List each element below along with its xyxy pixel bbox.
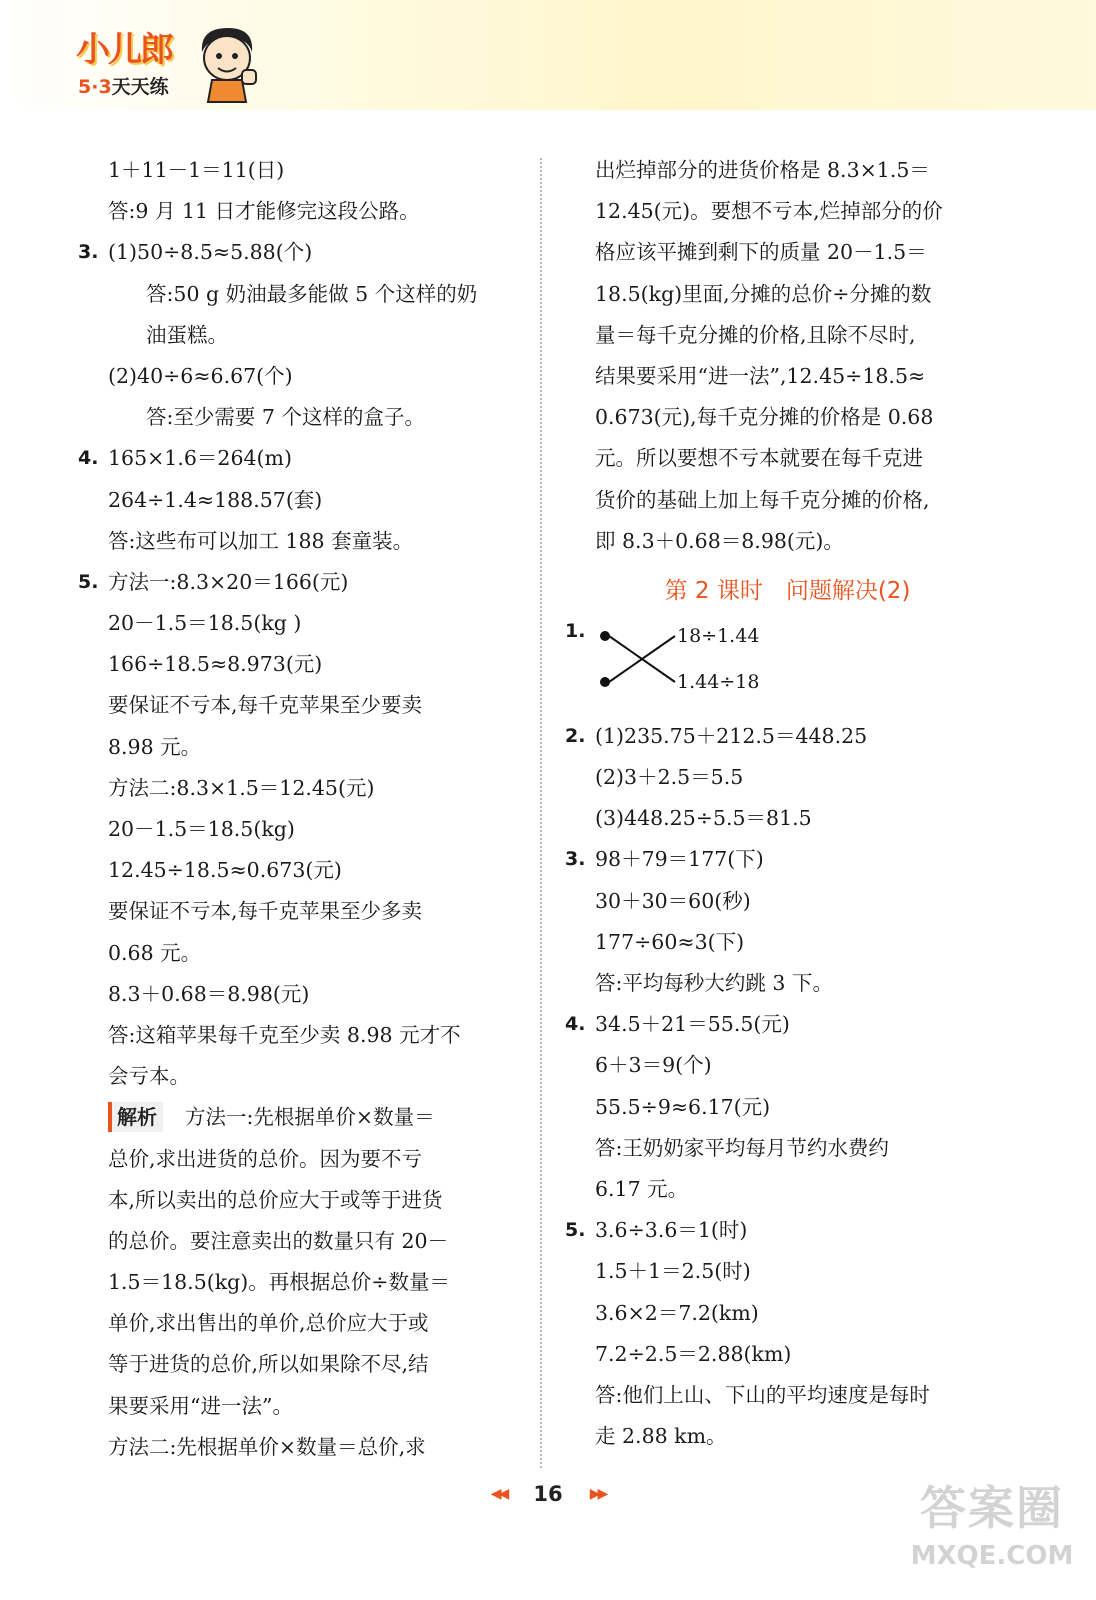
- watermark-url: MXQE.COM: [910, 1541, 1074, 1571]
- answer-line: 油蛋糕。: [146, 322, 228, 347]
- answer-line: 答:这箱苹果每千克至少卖 8.98 元才不: [108, 1022, 461, 1047]
- analysis-line: 12.45(元)。要想不亏本,烂掉部分的价: [595, 199, 943, 224]
- answer-text: (1)50÷8.5≈5.88(个): [108, 240, 313, 265]
- answer-line: 7.2÷2.5＝2.88(km): [595, 1341, 792, 1366]
- analysis-line: 出烂掉部分的进货价格是 8.3×1.5＝: [595, 158, 930, 182]
- question-number: 3.: [565, 848, 586, 871]
- analysis-line: 总价,求出进货的总价。因为要不亏: [108, 1146, 423, 1171]
- answer-line: (3)448.25÷5.5＝81.5: [595, 806, 812, 831]
- question-number: 5.: [565, 1219, 586, 1242]
- answer-line: 6＋3＝9(个): [595, 1053, 712, 1078]
- page-number: 16: [533, 1482, 563, 1506]
- analysis-line: 格应该平摊到剩下的质量 20－1.5＝: [595, 240, 927, 265]
- answer-line: 55.5÷9≈6.17(元): [595, 1094, 771, 1119]
- answer-line: 答:平均每秒大约跳 3 下。: [595, 971, 833, 995]
- answer-line: 12.45÷18.5≈0.673(元): [108, 858, 342, 883]
- analysis-line: 元。所以要想不亏本就要在每千克进: [595, 446, 923, 471]
- answer-line: (2)3＋2.5＝5.5: [595, 765, 744, 790]
- answer-line: 答:9 月 11 日才能修完这段公路。: [108, 199, 420, 224]
- answer-text: 3.6÷3.6＝1(时): [595, 1218, 748, 1243]
- answer-line: 答:他们上山、下山的平均速度是每时: [595, 1382, 930, 1407]
- analysis-line: 等于进货的总价,所以如果除不尽,结: [108, 1352, 429, 1377]
- question-number: 3.: [78, 241, 99, 264]
- question-5: [78, 562, 518, 603]
- question-number: 4.: [78, 447, 99, 470]
- matching-lines-diagram: [595, 624, 855, 710]
- brand-title: 小儿郎: [76, 30, 172, 70]
- answer-text: 34.5＋21＝55.5(元): [595, 1012, 790, 1037]
- analysis-line: 0.673(元),每千克分摊的价格是 0.68: [595, 405, 934, 430]
- column-divider: [540, 158, 542, 1468]
- answer-line: 会亏本。: [108, 1064, 190, 1089]
- question-number: 4.: [565, 1013, 586, 1036]
- analysis-label: 解析: [108, 1102, 163, 1132]
- question-4: [78, 438, 518, 479]
- answer-line: 8.98 元。: [108, 734, 202, 759]
- analysis-line: [78, 1097, 518, 1138]
- answer-line: 264÷1.4≈188.57(套): [108, 487, 323, 512]
- question-number: 5.: [78, 570, 99, 593]
- analysis-line: 果要采用“进一法”。: [108, 1393, 293, 1418]
- answer-line: 1.5＋1＝2.5(时): [595, 1259, 751, 1284]
- match-dot-top: [600, 631, 610, 641]
- answer-line: 177÷60≈3(下): [595, 929, 745, 954]
- right-column: [565, 150, 1010, 1457]
- answer-line: 答:至少需要 7 个这样的盒子。: [146, 405, 425, 430]
- matching-question-1: [565, 620, 1010, 716]
- section-title: 第 2 课时 问题解决(2): [664, 577, 911, 604]
- answer-line: (2)40÷6≈6.67(个): [108, 363, 293, 388]
- answer-line: 答:这些布可以加工 188 套童装。: [108, 528, 414, 553]
- question-4: [565, 1004, 1010, 1045]
- analysis-line: 结果要采用“进一法”,12.45÷18.5≈: [595, 363, 926, 388]
- analysis-line: 18.5(kg)里面,分摊的总价÷分摊的数: [595, 281, 932, 306]
- watermark-text: 答案圈: [920, 1481, 1064, 1535]
- question-5: [565, 1210, 1010, 1251]
- answer-line: 1＋11－1＝11(日): [108, 158, 285, 182]
- analysis-line: 即 8.3＋0.68＝8.98(元)。: [595, 528, 844, 553]
- analysis-line: 的总价。要注意卖出的数量只有 20－: [108, 1228, 449, 1253]
- analysis-line: 1.5＝18.5(kg)。再根据总价÷数量＝: [108, 1270, 450, 1295]
- watermark-logo: [902, 1478, 1082, 1588]
- answer-line: 答:王奶奶家平均每月节约水费约: [595, 1135, 889, 1160]
- answer-text: 方法一:8.3×20＝166(元): [108, 569, 349, 594]
- analysis-line: 货价的基础上加上每千克分摊的价格,: [595, 487, 930, 512]
- answer-line: 6.17 元。: [595, 1176, 689, 1201]
- brand-logo: [70, 22, 310, 110]
- brand-sub-text: 天天练: [111, 76, 169, 98]
- answer-line: 8.3＋0.68＝8.98(元): [108, 981, 310, 1006]
- answer-line: 0.68 元。: [108, 940, 202, 965]
- prev-arrows-icon: ◀◀: [490, 1486, 507, 1502]
- next-arrows-icon: ▶▶: [589, 1486, 606, 1502]
- answer-line: 方法二:8.3×1.5＝12.45(元): [108, 775, 375, 800]
- answer-line: 20－1.5＝18.5(kg ): [108, 611, 302, 636]
- left-column: [78, 150, 518, 1468]
- analysis-line: 单价,求出售出的单价,总价应大于或: [108, 1311, 429, 1336]
- question-number: 1.: [565, 619, 586, 642]
- match-right-top: 18÷1.44: [677, 624, 760, 647]
- analysis-text: 方法一:先根据单价×数量＝: [185, 1105, 435, 1130]
- answer-line: 30＋30＝60(秒): [595, 888, 751, 913]
- question-2: [565, 716, 1010, 757]
- analysis-line: 本,所以卖出的总价应大于或等于进货: [108, 1187, 443, 1212]
- answer-line: 3.6×2＝7.2(km): [595, 1300, 759, 1325]
- answer-text: (1)235.75＋212.5＝448.25: [595, 723, 868, 748]
- answer-line: 走 2.88 km。: [595, 1424, 727, 1449]
- answer-text: 165×1.6＝264(m): [108, 446, 292, 471]
- match-right-bottom: 1.44÷18: [677, 670, 760, 693]
- answer-line: 166÷18.5≈8.973(元): [108, 652, 323, 677]
- analysis-line: 量＝每千克分摊的价格,且除不尽时,: [595, 322, 916, 347]
- answer-text: 98＋79＝177(下): [595, 847, 764, 872]
- match-dot-bottom: [600, 677, 610, 687]
- question-3: [565, 839, 1010, 880]
- brand-subtitle: [78, 72, 169, 99]
- answer-line: 要保证不亏本,每千克苹果至少要卖: [108, 693, 423, 718]
- answer-line: 20－1.5＝18.5(kg): [108, 817, 295, 841]
- question-3: [78, 232, 518, 273]
- brand-sub-num: 5·3: [78, 76, 112, 98]
- answer-line: 答:50 g 奶油最多能做 5 个这样的奶: [146, 281, 478, 306]
- question-number: 2.: [565, 724, 586, 747]
- mascot-boy-icon: [188, 22, 268, 104]
- analysis-line: 方法二:先根据单价×数量＝总价,求: [108, 1434, 426, 1459]
- answer-line: 要保证不亏本,每千克苹果至少多卖: [108, 899, 423, 924]
